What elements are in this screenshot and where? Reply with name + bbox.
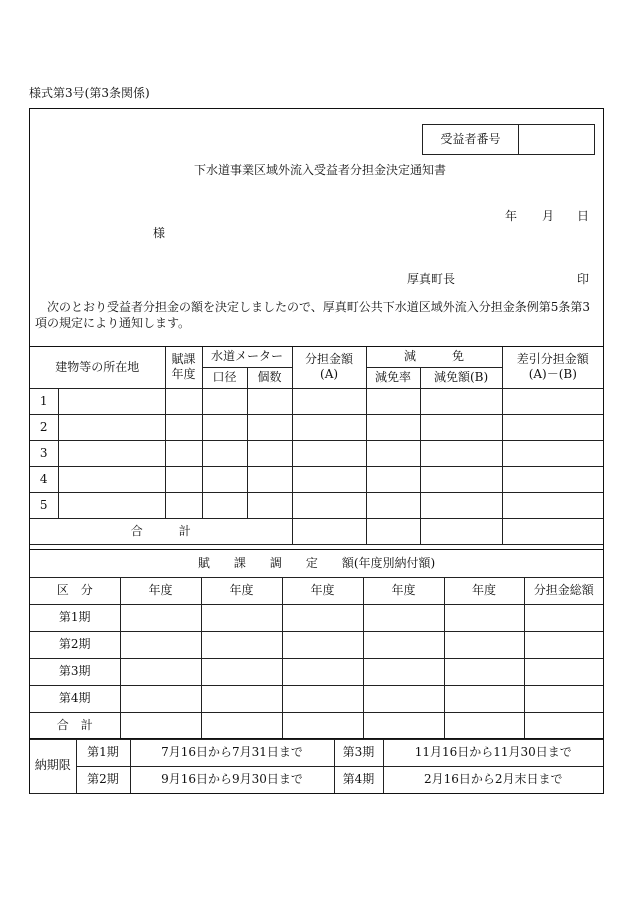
cell-year-amount[interactable] (363, 631, 444, 658)
header-water-meter: 水道メーター (202, 347, 292, 367)
period-label: 第2期 (30, 631, 120, 658)
header-count: 個数 (247, 367, 292, 388)
cell-year-amount[interactable] (282, 685, 363, 712)
cell-reduction-amount[interactable] (420, 440, 502, 466)
cell-total-share[interactable] (524, 658, 603, 685)
header-amount (292, 347, 366, 388)
cell-reduction-rate[interactable] (366, 466, 420, 492)
table-row (30, 685, 603, 712)
total-reduction-rate[interactable] (366, 518, 420, 544)
cell-year-amount[interactable] (201, 631, 282, 658)
cell-amount[interactable] (292, 440, 366, 466)
total-row (30, 518, 603, 544)
cell-reduction-rate[interactable] (366, 388, 420, 414)
cell-location[interactable] (58, 388, 165, 414)
table-row (30, 388, 603, 414)
cell-year-amount[interactable] (444, 604, 524, 631)
document-title: 下水道事業区域外流入受益者分担金決定通知書 (194, 163, 447, 177)
header-reduction-amount: 減免額(B) (420, 367, 502, 388)
header-fiscal-year: 年度 (282, 577, 363, 604)
header-levy-year (165, 347, 202, 388)
cell-reduction-amount[interactable] (420, 388, 502, 414)
cell-diameter[interactable] (202, 492, 247, 518)
cell-amount[interactable] (292, 492, 366, 518)
form-label: 様式第3号(第3条関係) (29, 86, 150, 100)
cell-year-amount[interactable] (120, 604, 201, 631)
deadline-period-range: 9月16日から9月30日まで (130, 766, 334, 793)
total-reduction-amount[interactable] (420, 518, 502, 544)
row-number: 2 (30, 414, 58, 440)
cell-reduction-rate[interactable] (366, 492, 420, 518)
header-levy-year-line1: 賦課 (171, 352, 196, 367)
row-number: 3 (30, 440, 58, 466)
header-net-amount (502, 347, 603, 388)
row-number: 5 (30, 492, 58, 518)
cell-year-amount[interactable] (282, 658, 363, 685)
recipient-number-label: 受益者番号 (423, 125, 519, 155)
cell-amount[interactable] (292, 414, 366, 440)
cell-year-amount[interactable] (201, 604, 282, 631)
table-row (30, 631, 603, 658)
header-fiscal-year: 年度 (363, 577, 444, 604)
cell-net-amount[interactable] (502, 414, 603, 440)
deadline-label: 納期限 (30, 739, 76, 793)
levy-schedule-title: 賦 課 調 定 額(年度別納付額) (30, 550, 603, 577)
cell-reduction-amount[interactable] (420, 466, 502, 492)
cell-total-share[interactable] (524, 604, 603, 631)
notice-frame (29, 108, 604, 794)
cell-location[interactable] (58, 414, 165, 440)
deadline-period-name: 第1期 (76, 739, 130, 766)
table-row (30, 440, 603, 466)
header-total-share: 分担金総額 (524, 577, 603, 604)
cell-net-amount[interactable] (502, 440, 603, 466)
table-row (30, 414, 603, 440)
header-reduction: 減 免 (366, 347, 502, 367)
period-label: 第4期 (30, 685, 120, 712)
cell-reduction-rate[interactable] (366, 440, 420, 466)
cell-year-amount[interactable] (444, 712, 524, 739)
cell-net-amount[interactable] (502, 492, 603, 518)
date-day: 日 (577, 209, 590, 223)
cell-levy-year[interactable] (165, 466, 202, 492)
period-label: 合 計 (30, 712, 120, 739)
cell-year-amount[interactable] (363, 712, 444, 739)
cell-count[interactable] (247, 492, 292, 518)
deadline-period-name: 第2期 (76, 766, 130, 793)
header-reduction-rate: 減免率 (366, 367, 420, 388)
recipient-number-box (422, 124, 595, 155)
cell-reduction-rate[interactable] (366, 414, 420, 440)
cell-location[interactable] (58, 466, 165, 492)
recipient-number-field[interactable] (519, 125, 595, 155)
cell-levy-year[interactable] (165, 440, 202, 466)
total-amount[interactable] (292, 518, 366, 544)
deadline-period-name: 第3期 (334, 739, 383, 766)
period-label: 第3期 (30, 658, 120, 685)
cell-year-amount[interactable] (201, 712, 282, 739)
levy-schedule-table (30, 550, 603, 740)
cell-diameter[interactable] (202, 388, 247, 414)
cell-diameter[interactable] (202, 440, 247, 466)
cell-reduction-amount[interactable] (420, 492, 502, 518)
cell-year-amount[interactable] (282, 712, 363, 739)
table-row (30, 658, 603, 685)
assessment-table (30, 347, 603, 545)
table-row (30, 466, 603, 492)
header-fiscal-year: 年度 (201, 577, 282, 604)
deadline-period-range: 11月16日から11月30日まで (383, 739, 603, 766)
cell-amount[interactable] (292, 388, 366, 414)
cell-year-amount[interactable] (201, 685, 282, 712)
cell-count[interactable] (247, 388, 292, 414)
cell-diameter[interactable] (202, 466, 247, 492)
cell-year-amount[interactable] (282, 604, 363, 631)
period-label: 第1期 (30, 604, 120, 631)
header-fiscal-year: 年度 (444, 577, 524, 604)
deadline-period-range: 7月16日から7月31日まで (130, 739, 334, 766)
total-label: 合 計 (30, 518, 292, 544)
addressee-suffix: 様 (153, 226, 166, 240)
header-net-line2: (A)－(B) (528, 367, 577, 382)
date-year: 年 (505, 209, 518, 223)
cell-count[interactable] (247, 466, 292, 492)
cell-diameter[interactable] (202, 414, 247, 440)
cell-total-share[interactable] (524, 712, 603, 739)
header-amount-line2: (A) (320, 367, 339, 382)
header-fiscal-year: 年度 (120, 577, 201, 604)
cell-total-share[interactable] (524, 631, 603, 658)
cell-location[interactable] (58, 492, 165, 518)
cell-location[interactable] (58, 440, 165, 466)
cell-levy-year[interactable] (165, 492, 202, 518)
issuer-name: 厚真町長 (407, 272, 456, 286)
header-location: 建物等の所在地 (30, 347, 165, 388)
cell-year-amount[interactable] (363, 685, 444, 712)
cell-year-amount[interactable] (201, 658, 282, 685)
header-levy-year-line2: 年度 (171, 367, 196, 382)
cell-year-amount[interactable] (120, 631, 201, 658)
table-row (30, 712, 603, 739)
cell-year-amount[interactable] (120, 658, 201, 685)
body-text: 次のとおり受益者分担金の額を決定しましたので、厚真町公共下水道区域外流入分担金条例第5条第3項の規定により通知します。 (35, 300, 591, 331)
total-net-amount[interactable] (502, 518, 603, 544)
row-number: 4 (30, 466, 58, 492)
deadline-period-name: 第4期 (334, 766, 383, 793)
header-amount-line1: 分担金額 (305, 352, 354, 367)
date-month: 月 (542, 209, 555, 223)
table-row (30, 604, 603, 631)
cell-year-amount[interactable] (444, 685, 524, 712)
cell-year-amount[interactable] (444, 631, 524, 658)
header-diameter: 口径 (202, 367, 247, 388)
cell-year-amount[interactable] (120, 712, 201, 739)
cell-amount[interactable] (292, 466, 366, 492)
cell-levy-year[interactable] (165, 388, 202, 414)
cell-year-amount[interactable] (444, 658, 524, 685)
deadline-period-range: 2月16日から2月末日まで (383, 766, 603, 793)
seal-mark: 印 (577, 272, 590, 286)
table-row (30, 492, 603, 518)
row-number: 1 (30, 388, 58, 414)
cell-year-amount[interactable] (282, 631, 363, 658)
cell-net-amount[interactable] (502, 388, 603, 414)
header-division: 区 分 (30, 577, 120, 604)
payment-deadline-table (30, 739, 603, 794)
cell-year-amount[interactable] (120, 685, 201, 712)
cell-year-amount[interactable] (363, 604, 444, 631)
cell-net-amount[interactable] (502, 466, 603, 492)
cell-reduction-amount[interactable] (420, 414, 502, 440)
cell-count[interactable] (247, 414, 292, 440)
cell-year-amount[interactable] (363, 658, 444, 685)
cell-levy-year[interactable] (165, 414, 202, 440)
cell-total-share[interactable] (524, 685, 603, 712)
header-net-line1: 差引分担金額 (516, 352, 589, 367)
cell-count[interactable] (247, 440, 292, 466)
